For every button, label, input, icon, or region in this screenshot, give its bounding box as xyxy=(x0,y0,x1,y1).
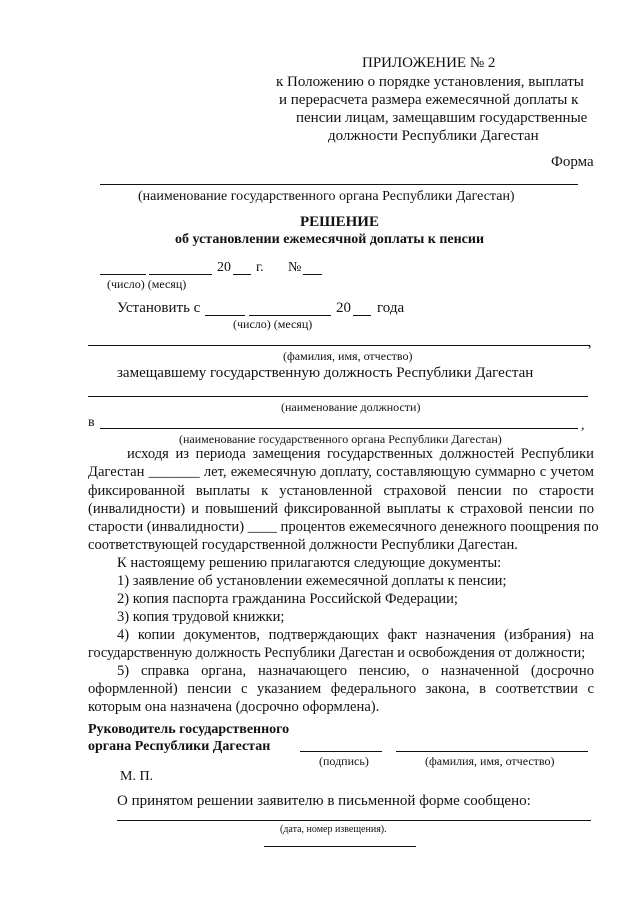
date-caption: (число) (месяц) xyxy=(107,277,187,291)
document-subtitle: об установлении ежемесячной доплаты к пенсии xyxy=(175,232,485,247)
form-label: Форма xyxy=(551,154,594,170)
year-prefix: 20 xyxy=(217,260,231,275)
number-blank xyxy=(303,274,322,275)
signature-fio-blank xyxy=(396,751,588,752)
appendix-line-3: пенсии лицам, замещавшим государственные xyxy=(296,110,588,126)
attachment-item-1: 1) заявление об установлении ежемесячной доплаты к пенсии; xyxy=(117,573,507,589)
appendix-line-4: должности Республики Дагестан xyxy=(328,128,539,144)
org-underline xyxy=(100,184,578,185)
attachment-item-4-line-2: государственную должность Республики Дагестан и освобождения от должности; xyxy=(88,645,586,661)
fio-caption: (фамилия, имя, отчество) xyxy=(283,349,413,363)
body-line-3: фиксированной выплаты к установленной страховой пенсии по старости xyxy=(88,483,594,499)
head-line-1: Руководитель государственного xyxy=(88,722,290,737)
attachment-item-3: 3) копия трудовой книжки; xyxy=(117,609,285,625)
appendix-title: ПРИЛОЖЕНИЕ № 2 xyxy=(362,55,496,71)
notice-caption: (дата, номер извещения). xyxy=(280,824,387,835)
body-line-6: соответствующей государственной должности Республики Дагестан. xyxy=(88,537,518,553)
attachment-item-5-line-2: оформленной) пенсии с указанием федерального закона, в соответствии с xyxy=(88,681,594,697)
org-caption-2: (наименование государственного органа Республики Дагестан) xyxy=(179,432,502,446)
document-title: РЕШЕНИЕ xyxy=(300,214,379,230)
appendix-line-2: и перерасчета размера ежемесячной доплаты к xyxy=(279,92,579,108)
body-line-2: Дагестан _______ лет, ежемесячную доплату, составляющую суммарно с учетом xyxy=(88,464,594,480)
signature-blank xyxy=(300,751,382,752)
in-label: в xyxy=(88,415,95,430)
establish-year-blank xyxy=(353,315,371,316)
position-caption: (наименование должности) xyxy=(281,400,421,414)
notice-underline xyxy=(117,820,591,821)
signature-fio-caption: (фамилия, имя, отчество) xyxy=(425,754,555,768)
establish-month-blank xyxy=(249,315,331,316)
signature-caption: (подпись) xyxy=(319,754,369,768)
body-line-4: (инвалидности) и повышений фиксированной выплаты к страховой пенсии по xyxy=(88,501,594,517)
org-caption: (наименование государственного органа Республики Дагестан) xyxy=(138,189,515,204)
attachment-item-2: 2) копия паспорта гражданина Российской Федерации; xyxy=(117,591,458,607)
stamp-label: М. П. xyxy=(120,769,154,784)
attachment-item-5-line-3: которым она назначена (досрочно оформлена). xyxy=(88,699,380,715)
org-underline-2 xyxy=(100,428,578,429)
year-suffix: г. xyxy=(256,260,264,275)
fio-underline xyxy=(88,345,590,346)
attachment-item-4-line-1: 4) копии документов, подтверждающих факт назначения (избрания) на xyxy=(117,627,594,643)
body-line-1: исходя из периода замещения государственных должностей Республики xyxy=(127,446,594,462)
position-line: замещавшему государственную должность Республики Дагестан xyxy=(117,365,534,381)
head-line-2: органа Республики Дагестан xyxy=(88,739,271,754)
number-sign: № xyxy=(288,260,302,275)
establish-caption: (число) (месяц) xyxy=(233,317,313,331)
position-underline xyxy=(88,396,588,397)
establish-prefix: Установить с xyxy=(117,300,201,316)
attachment-item-5-line-1: 5) справка органа, назначающего пенсию, о назначенной (досрочно xyxy=(117,663,594,679)
appendix-line-1: к Положению о порядке установления, выплаты xyxy=(276,74,584,90)
body-line-5: старости (инвалидности) ____ процентов ежемесячного денежного поощрения по xyxy=(88,519,599,535)
day-blank xyxy=(100,274,146,275)
year-blank xyxy=(233,274,251,275)
notice-text: О принятом решении заявителю в письменной форме сообщено: xyxy=(117,793,531,809)
attachments-intro: К настоящему решению прилагаются следующие документы: xyxy=(117,555,502,571)
establish-year-prefix: 20 xyxy=(336,300,351,316)
establish-day-blank xyxy=(205,315,245,316)
month-blank xyxy=(149,274,212,275)
notice-underline-2 xyxy=(264,846,416,847)
establish-suffix: года xyxy=(377,300,405,316)
